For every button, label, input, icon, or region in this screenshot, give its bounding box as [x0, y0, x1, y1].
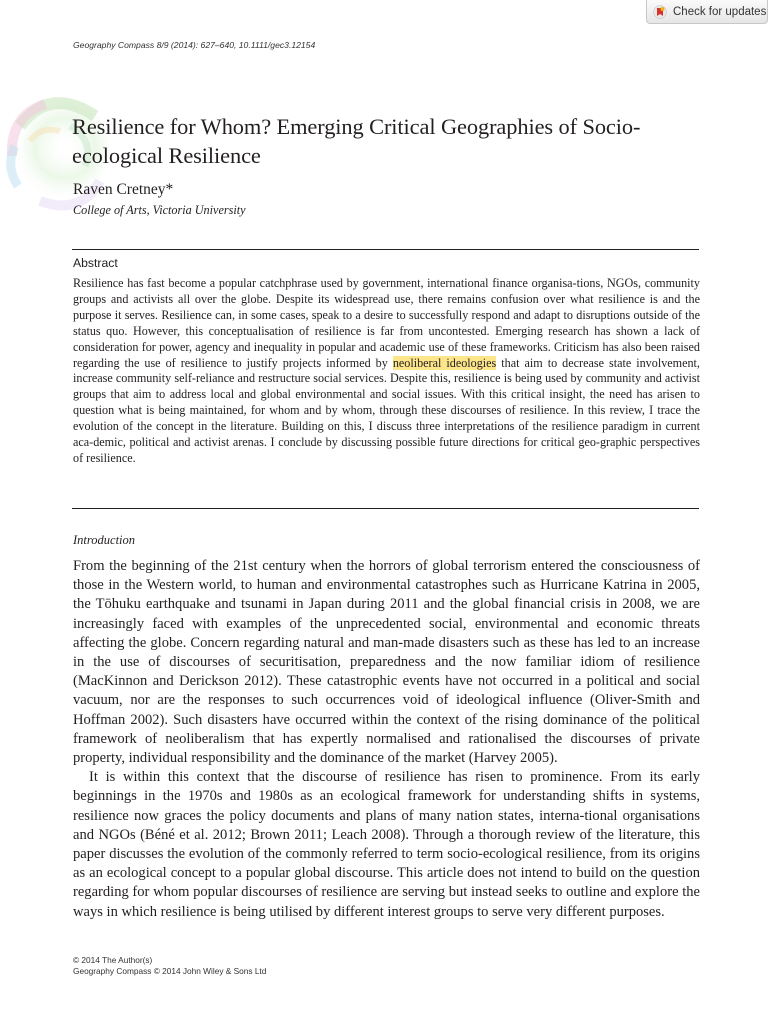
copyright-line: © 2014 The Author(s)	[73, 955, 153, 965]
introduction-body	[73, 557, 700, 922]
author-affiliation: College of Arts, Victoria University	[73, 203, 246, 217]
article-title: Resilience for Whom? Emerging Critical Geographies of Socio-ecological Resilience	[72, 114, 641, 168]
copyright-footer	[73, 955, 266, 976]
check-for-updates-label: Check for updates	[673, 5, 767, 18]
abstract-text	[73, 276, 700, 467]
highlighted-phrase: neoliberal ideologies	[392, 355, 497, 370]
section-heading-introduction: Introduction	[73, 533, 136, 547]
author-name: Raven Cretney*	[73, 181, 174, 198]
abstract-heading: Abstract	[73, 256, 118, 270]
abstract-text-part: that aim to decrease state involvement, increase community self-reliance and restructure social services. Despite this, resilience is being used by community and activist groups that aim to address local and global environmental and social issues. With this critical insight, the need has arisen to question what is being maintained, for whom and by whom, through these discourses of resilience. In this review, I trace the evolution of the concept in the literature. Building on this, I discuss three interpretations of the resilience paradigm in current aca-demic, political and activist arenas. I conclude by discussing possible future directions for critical geo-graphic perspectives of resilience.	[73, 355, 700, 465]
publisher-line: Geography Compass © 2014 John Wiley & Sons Ltd	[73, 965, 267, 976]
abstract-text-part: Resilience has fast become a popular catchphrase used by government, international finance organisa-tions, NGOs, community groups and activists all over the globe. Despite its widespread use, there remains confusion over what resilience is and the purpose it serves. Resilience can, in some cases, speak to a desire to successfully respond and adapt to disruptions outside of the status quo. However, this conceptualisation of resilience is far from uncontested. Emerging research has shown a lack of consideration for power, agency and inequality in popular and academic use of these frameworks. Criticism has also been raised regarding the use of resilience to justify projects informed by	[73, 276, 700, 370]
abstract-top-rule	[72, 249, 699, 250]
journal-citation: Geography Compass 8/9 (2014): 627–640, 10.1111/gec3.12154	[73, 40, 316, 50]
check-for-updates-icon	[653, 5, 667, 19]
check-for-updates-button[interactable]	[646, 0, 768, 24]
abstract-bottom-rule	[72, 508, 699, 509]
body-paragraph: From the beginning of the 21st century when the horrors of global terrorism entered the consciousness of those in the Western world, to human and environmental catastrophes such as Hurricane Katrina in 2005, the Tōhuku earthquake and tsunami in Japan during 2011 and the global financial crisis in 2008, we are increasingly faced with examples of the unprecedented social, environmental and economic threats affecting the globe. Concern regarding natural and man-made disasters such as these has led to an increase in the use of discourses of securitisation, preparedness and the now familiar idiom of resilience (MacKinnon and Derickson 2012). These catastrophic events have not occurred in a political and social vacuum, nor are the responses to such occurrences void of ideological influence (Oliver-Smith and Hoffman 2002). Such disasters have occurred within the context of the rising dominance of the political framework of neoliberalism that has expertly normalised and rationalised the discourses of private property, individual responsibility and the dominance of the market (Harvey 2005).	[73, 558, 700, 767]
body-paragraph: It is within this context that the discourse of resilience has risen to prominence. From its early beginnings in the 1970s and 1980s as an ecological framework for understanding shifts in systems, resilience now graces the policy documents and plans of many nation states, interna-tional organisations and NGOs (Béné et al. 2012; Brown 2011; Leach 2008). Through a thorough review of the literature, this paper discusses the evolution of the commonly referred to term socio-ecological resilience, from its origins as an ecological concept to a popular global discourse. This article does not intend to build on the question regarding for whom popular discourses of resilience are serving but instead seeks to outline and explore the ways in which resilience is being utilised by different interest groups to serve very different purposes.	[73, 769, 700, 920]
